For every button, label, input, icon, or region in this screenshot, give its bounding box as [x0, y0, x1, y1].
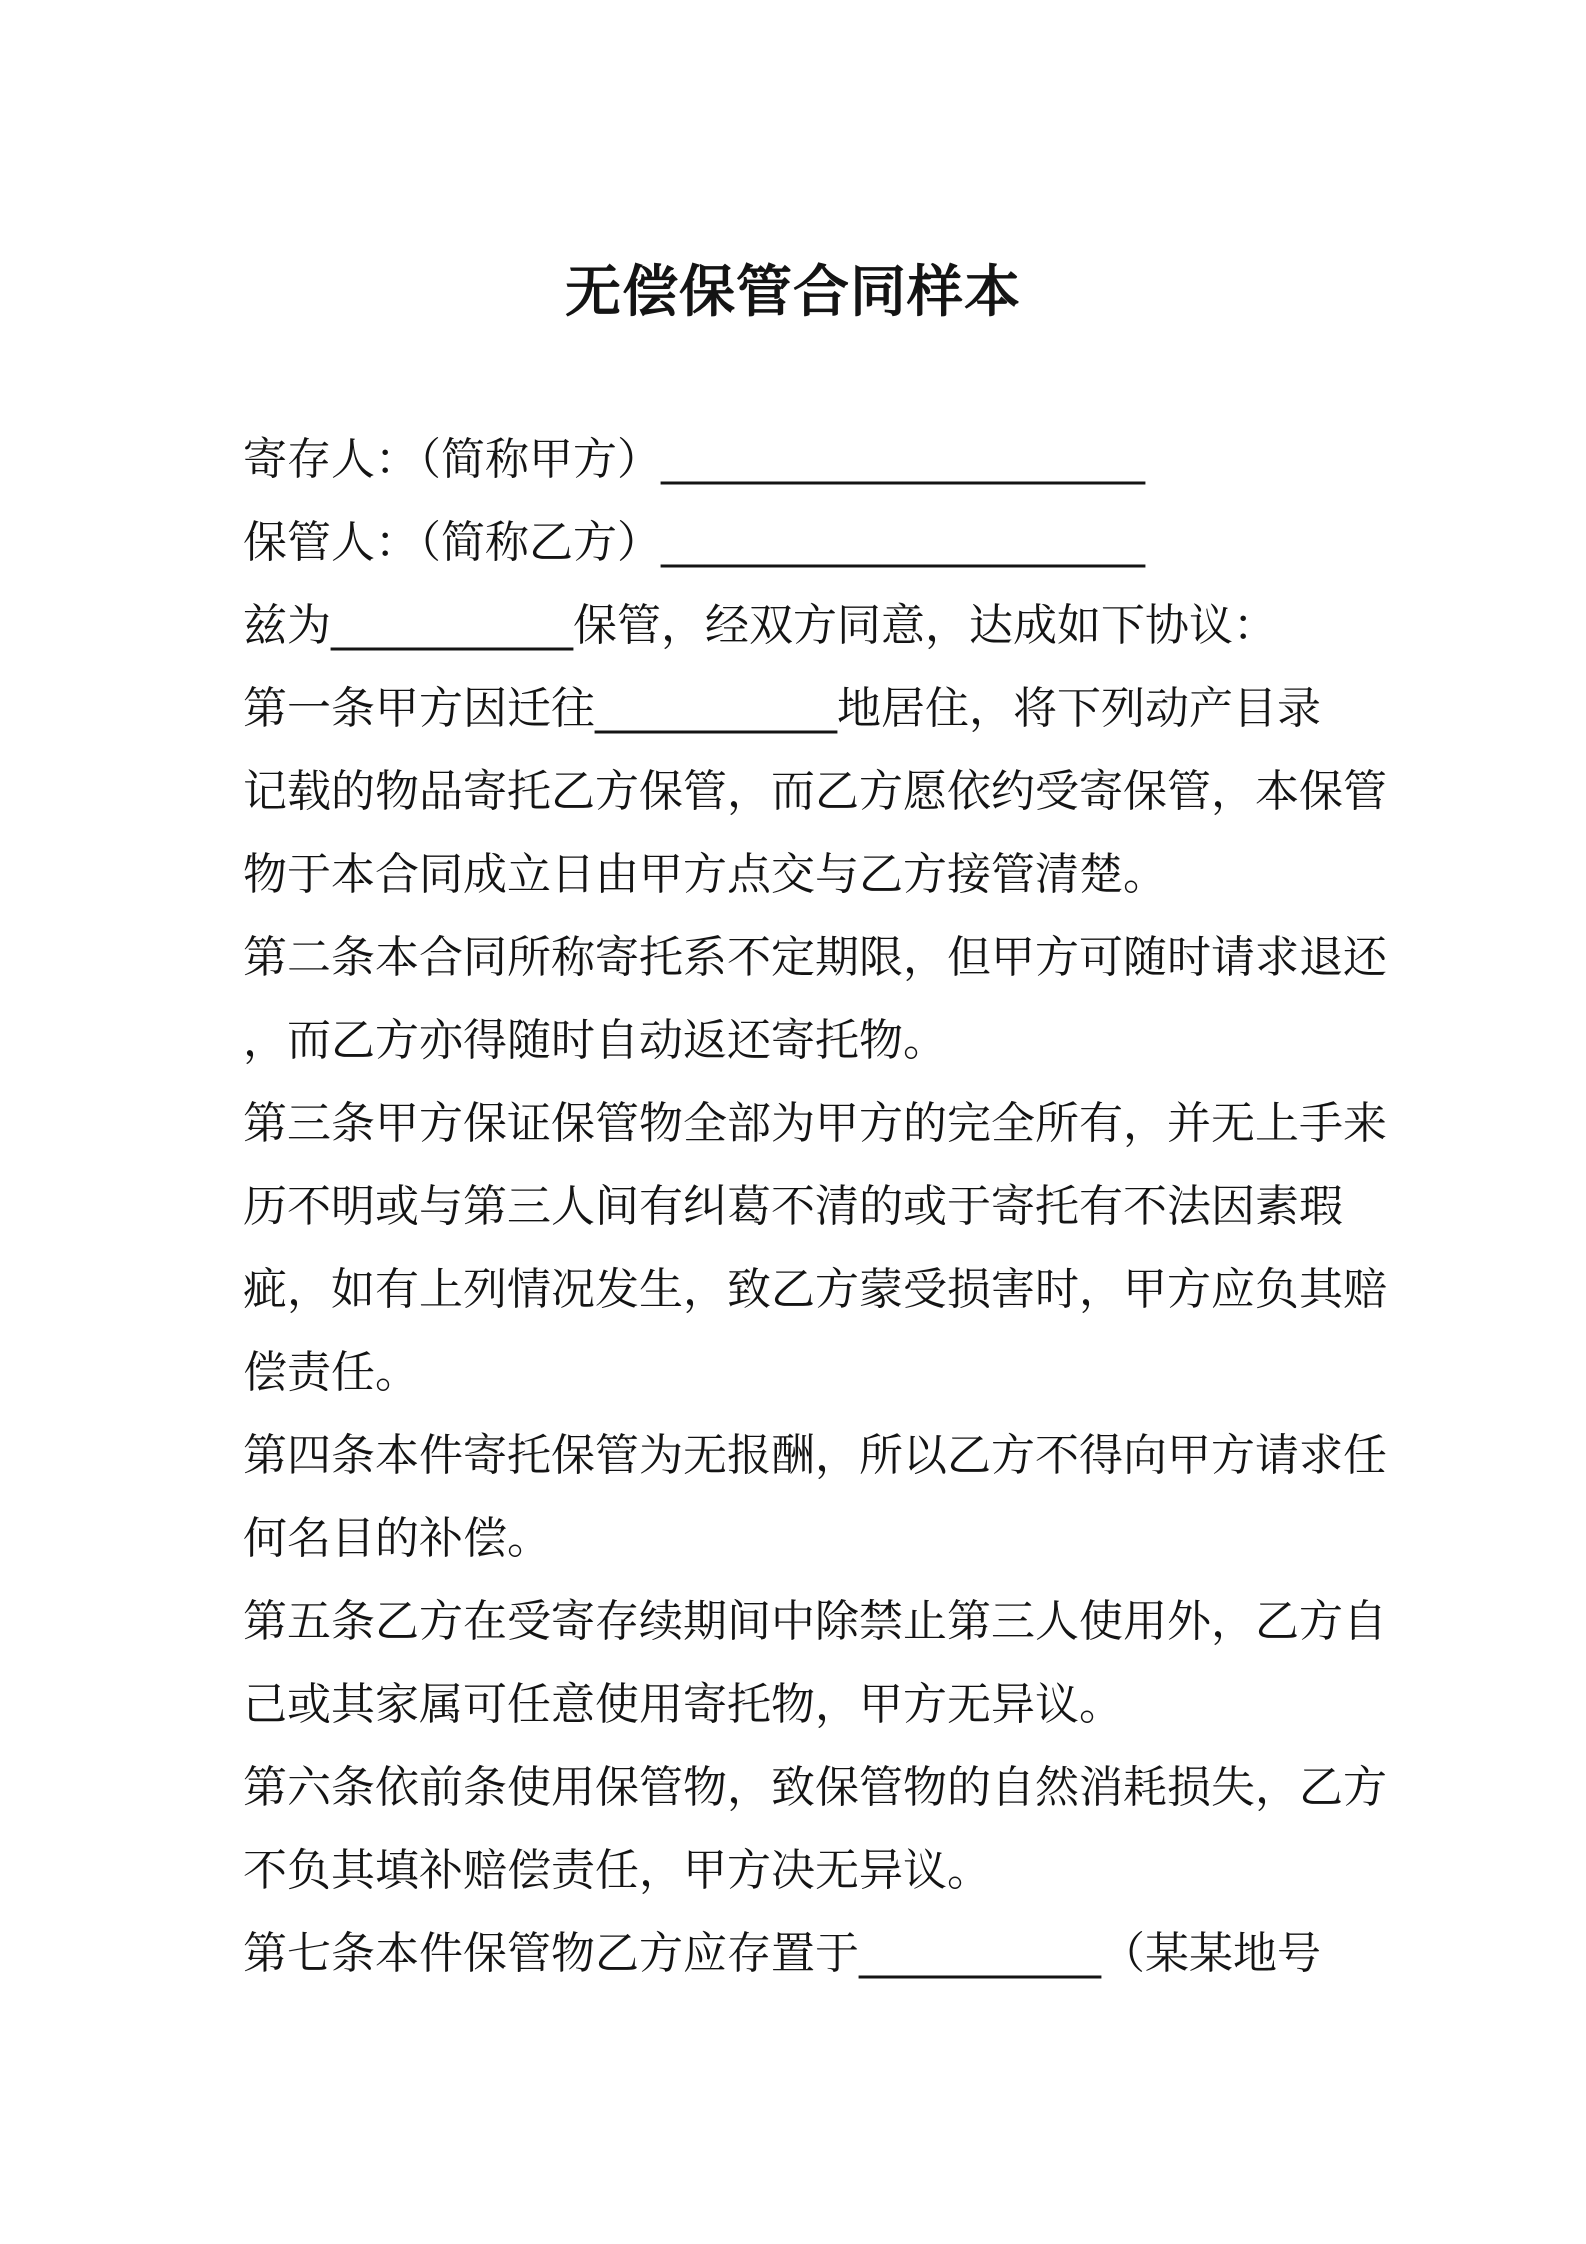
- text-line: 第六条依前条使用保管物，致保管物的自然消耗损失，乙方: [243, 1762, 1387, 1813]
- text-line: 第三条甲方保证保管物全部为甲方的完全所有，并无上手来: [243, 1098, 1387, 1149]
- text-line: 第七条本件保管物乙方应存置于___________（某某地号: [243, 1928, 1321, 1979]
- text-line: 物于本合同成立日由甲方点交与乙方接管清楚。: [243, 849, 1167, 900]
- text-line: ，而乙方亦得随时自动返还寄托物。: [243, 1015, 947, 1066]
- text-line: 己或其家属可任意使用寄托物，甲方无异议。: [243, 1679, 1123, 1730]
- document-title: 无偿保管合同样本: [565, 260, 1021, 325]
- text-line: 不负其填补赔偿责任，甲方决无异议。: [243, 1845, 991, 1896]
- text-line: 何名目的补偿。: [243, 1513, 551, 1564]
- text-line: 历不明或与第三人间有纠葛不清的或于寄托有不法因素瑕: [243, 1181, 1343, 1232]
- text-line: 第一条甲方因迁往___________地居住，将下列动产目录: [243, 683, 1321, 734]
- text-line: 第二条本合同所称寄托系不定期限，但甲方可随时请求退还: [243, 932, 1387, 983]
- text-line: 第四条本件寄托保管为无报酬，所以乙方不得向甲方请求任: [243, 1430, 1387, 1481]
- text-line: 疵，如有上列情况发生，致乙方蒙受损害时，甲方应负其赔: [243, 1264, 1387, 1315]
- text-line: 寄存人：（简称甲方）______________________: [243, 434, 1145, 485]
- text-line: 偿责任。: [243, 1347, 419, 1398]
- text-line: 第五条乙方在受寄存续期间中除禁止第三人使用外，乙方自: [243, 1596, 1387, 1647]
- text-line: 记载的物品寄托乙方保管，而乙方愿依约受寄保管，本保管: [243, 766, 1387, 817]
- document-body: [243, 418, 1387, 1995]
- text-line: 保管人：（简称乙方）______________________: [243, 517, 1145, 568]
- text-line: 兹为___________保管，经双方同意，达成如下协议：: [243, 600, 1277, 651]
